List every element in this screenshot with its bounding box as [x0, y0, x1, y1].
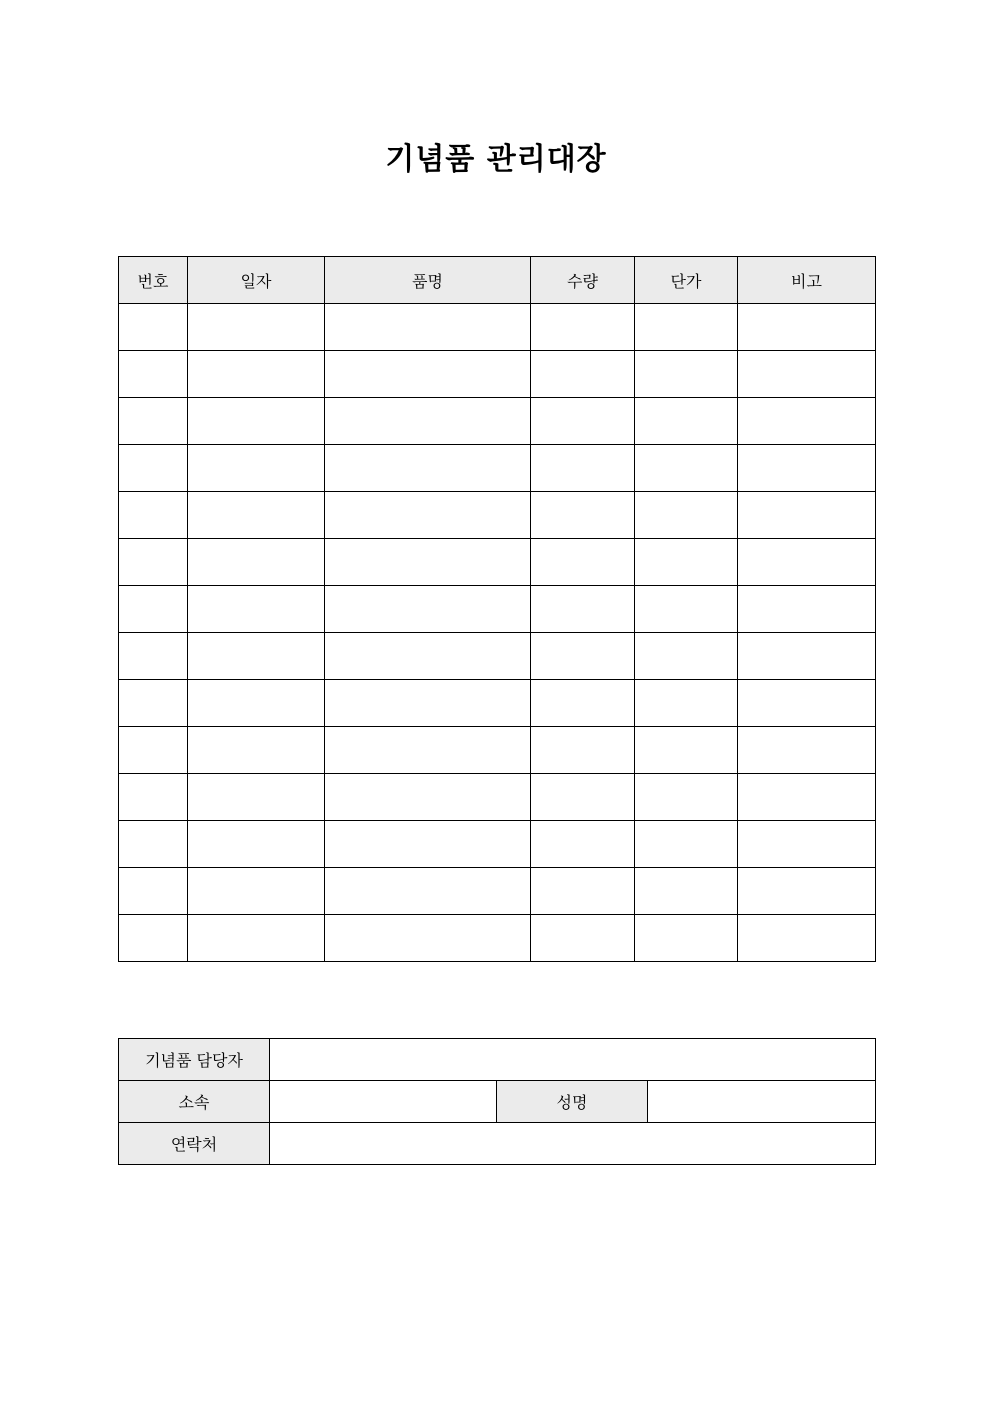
- number-cell[interactable]: [119, 398, 188, 445]
- number-cell[interactable]: [119, 680, 188, 727]
- affiliation-label: 소속: [119, 1081, 270, 1123]
- date-cell[interactable]: [188, 821, 325, 868]
- unit-price-cell[interactable]: [635, 586, 738, 633]
- date-cell[interactable]: [188, 492, 325, 539]
- date-cell[interactable]: [188, 915, 325, 962]
- number-cell[interactable]: [119, 586, 188, 633]
- item-name-cell[interactable]: [325, 492, 531, 539]
- quantity-cell[interactable]: [531, 821, 635, 868]
- number-cell[interactable]: [119, 351, 188, 398]
- quantity-cell[interactable]: [531, 539, 635, 586]
- name-field[interactable]: [648, 1081, 876, 1123]
- item-name-cell[interactable]: [325, 633, 531, 680]
- table-row: [119, 727, 876, 774]
- unit-price-cell[interactable]: [635, 680, 738, 727]
- contact-field[interactable]: [270, 1123, 876, 1165]
- ledger-table: [118, 256, 876, 962]
- quantity-cell[interactable]: [531, 680, 635, 727]
- unit-price-cell[interactable]: [635, 727, 738, 774]
- number-cell[interactable]: [119, 727, 188, 774]
- number-cell[interactable]: [119, 821, 188, 868]
- remarks-cell[interactable]: [738, 774, 876, 821]
- manager-field[interactable]: [270, 1039, 876, 1081]
- table-row: [119, 398, 876, 445]
- header-unit-price: 단가: [635, 257, 738, 304]
- item-name-cell[interactable]: [325, 351, 531, 398]
- table-row: [119, 633, 876, 680]
- name-label: 성명: [497, 1081, 648, 1123]
- remarks-cell[interactable]: [738, 821, 876, 868]
- table-row: [119, 915, 876, 962]
- header-quantity: 수량: [531, 257, 635, 304]
- header-remarks: 비고: [738, 257, 876, 304]
- table-row: [119, 868, 876, 915]
- unit-price-cell[interactable]: [635, 633, 738, 680]
- table-row: [119, 539, 876, 586]
- remarks-cell[interactable]: [738, 539, 876, 586]
- ledger-header-row: [119, 257, 876, 304]
- item-name-cell[interactable]: [325, 774, 531, 821]
- ledger-body: [119, 304, 876, 962]
- date-cell[interactable]: [188, 539, 325, 586]
- manager-label: 기념품 담당자: [119, 1039, 270, 1081]
- date-cell[interactable]: [188, 868, 325, 915]
- table-row: [119, 304, 876, 351]
- quantity-cell[interactable]: [531, 398, 635, 445]
- unit-price-cell[interactable]: [635, 398, 738, 445]
- quantity-cell[interactable]: [531, 351, 635, 398]
- item-name-cell[interactable]: [325, 868, 531, 915]
- date-cell[interactable]: [188, 633, 325, 680]
- date-cell[interactable]: [188, 351, 325, 398]
- remarks-cell[interactable]: [738, 633, 876, 680]
- date-cell[interactable]: [188, 680, 325, 727]
- item-name-cell[interactable]: [325, 586, 531, 633]
- item-name-cell[interactable]: [325, 398, 531, 445]
- date-cell[interactable]: [188, 774, 325, 821]
- quantity-cell[interactable]: [531, 586, 635, 633]
- unit-price-cell[interactable]: [635, 351, 738, 398]
- quantity-cell[interactable]: [531, 868, 635, 915]
- table-row: [119, 492, 876, 539]
- number-cell[interactable]: [119, 915, 188, 962]
- number-cell[interactable]: [119, 445, 188, 492]
- number-cell[interactable]: [119, 304, 188, 351]
- date-cell[interactable]: [188, 445, 325, 492]
- quantity-cell[interactable]: [531, 915, 635, 962]
- quantity-cell[interactable]: [531, 727, 635, 774]
- remarks-cell[interactable]: [738, 351, 876, 398]
- manager-info-table: [118, 1038, 876, 1165]
- table-row: [119, 680, 876, 727]
- table-row: [119, 351, 876, 398]
- manager-row: [119, 1039, 876, 1081]
- unit-price-cell[interactable]: [635, 821, 738, 868]
- quantity-cell[interactable]: [531, 633, 635, 680]
- unit-price-cell[interactable]: [635, 492, 738, 539]
- number-cell[interactable]: [119, 539, 188, 586]
- item-name-cell[interactable]: [325, 539, 531, 586]
- remarks-cell[interactable]: [738, 915, 876, 962]
- unit-price-cell[interactable]: [635, 445, 738, 492]
- item-name-cell[interactable]: [325, 727, 531, 774]
- remarks-cell[interactable]: [738, 868, 876, 915]
- quantity-cell[interactable]: [531, 445, 635, 492]
- affiliation-row: [119, 1081, 876, 1123]
- item-name-cell[interactable]: [325, 445, 531, 492]
- unit-price-cell[interactable]: [635, 915, 738, 962]
- date-cell[interactable]: [188, 727, 325, 774]
- remarks-cell[interactable]: [738, 304, 876, 351]
- date-cell[interactable]: [188, 304, 325, 351]
- number-cell[interactable]: [119, 633, 188, 680]
- table-row: [119, 821, 876, 868]
- table-row: [119, 445, 876, 492]
- remarks-cell[interactable]: [738, 727, 876, 774]
- header-date: 일자: [188, 257, 325, 304]
- unit-price-cell[interactable]: [635, 539, 738, 586]
- header-number: 번호: [119, 257, 188, 304]
- unit-price-cell[interactable]: [635, 304, 738, 351]
- item-name-cell[interactable]: [325, 821, 531, 868]
- table-row: [119, 774, 876, 821]
- page-title: 기념품 관리대장: [385, 142, 607, 177]
- remarks-cell[interactable]: [738, 398, 876, 445]
- remarks-cell[interactable]: [738, 680, 876, 727]
- remarks-cell[interactable]: [738, 492, 876, 539]
- header-item-name: 품명: [325, 257, 531, 304]
- quantity-cell[interactable]: [531, 304, 635, 351]
- contact-label: 연락처: [119, 1123, 270, 1165]
- unit-price-cell[interactable]: [635, 774, 738, 821]
- date-cell[interactable]: [188, 586, 325, 633]
- number-cell[interactable]: [119, 868, 188, 915]
- date-cell[interactable]: [188, 398, 325, 445]
- remarks-cell[interactable]: [738, 445, 876, 492]
- item-name-cell[interactable]: [325, 915, 531, 962]
- unit-price-cell[interactable]: [635, 868, 738, 915]
- remarks-cell[interactable]: [738, 586, 876, 633]
- item-name-cell[interactable]: [325, 304, 531, 351]
- contact-row: [119, 1123, 876, 1165]
- quantity-cell[interactable]: [531, 492, 635, 539]
- table-row: [119, 586, 876, 633]
- number-cell[interactable]: [119, 492, 188, 539]
- number-cell[interactable]: [119, 774, 188, 821]
- item-name-cell[interactable]: [325, 680, 531, 727]
- affiliation-field[interactable]: [270, 1081, 497, 1123]
- quantity-cell[interactable]: [531, 774, 635, 821]
